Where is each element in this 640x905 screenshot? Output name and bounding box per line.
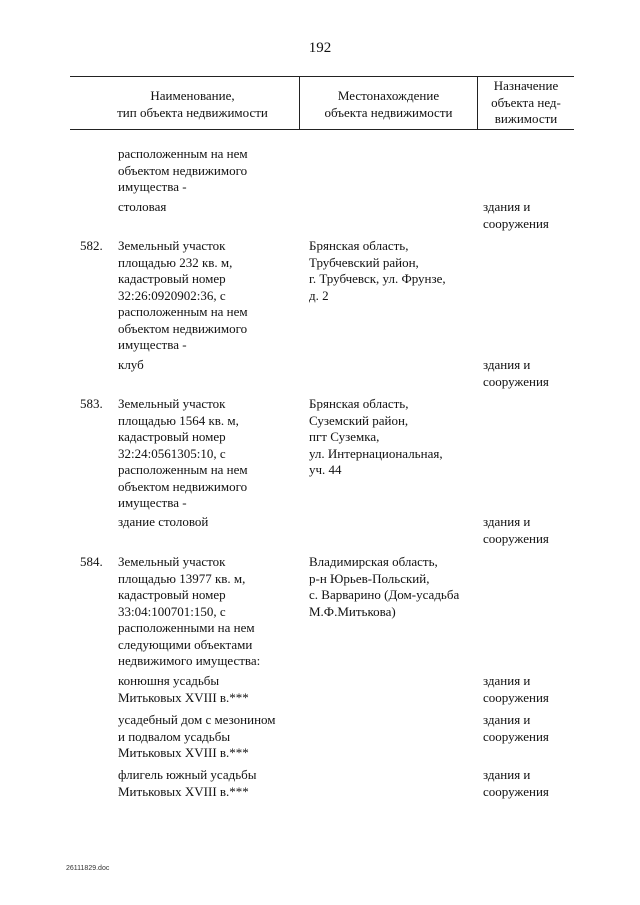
land-plot-description: Земельный участок площадью 1564 кв. м, кадастровый номер 32:24:0561305:10, с расположенным на нем объектом недвижимого имущества - [118, 396, 248, 510]
land-plot-description: Земельный участок площадью 13977 кв. м, кадастровый номер 33:04:100701:150, с расположенными на нем следующими объектами недвижимого имущества: [118, 554, 261, 668]
entry-number: 583. [80, 396, 103, 411]
header-location: Местонахождение объекта недвижимости [324, 88, 453, 120]
page-number: 192 [308, 40, 332, 56]
document-filename: 26111829.doc [66, 865, 110, 872]
object-purpose: здания и сооружения [483, 673, 549, 705]
header-purpose: Назначение объекта нед- вижимости [491, 78, 561, 126]
table-header-top-border [70, 76, 574, 77]
entry-number: 582. [80, 238, 103, 253]
object-name: флигель южный усадьбы Митьковых XVIII в.*** [118, 767, 257, 799]
object-name: столовая [118, 199, 167, 214]
object-name: усадебный дом с мезонином и подвалом усадьбы Митьковых XVIII в.*** [118, 712, 276, 760]
object-purpose: здания и сооружения [483, 514, 549, 546]
table-header-bottom-border [70, 129, 574, 130]
object-name: здание столовой [118, 514, 209, 529]
object-purpose: здания и сооружения [483, 767, 549, 799]
object-purpose: здания и сооружения [483, 357, 549, 389]
object-name: клуб [118, 357, 144, 372]
object-location: Владимирская область, р-н Юрьев-Польский, с. Варварино (Дом-усадьба М.Ф.Митькова) [309, 554, 460, 619]
object-location: Брянская область, Суземский район, пгт Суземка, ул. Интернациональная, уч. 44 [309, 396, 443, 477]
object-purpose: здания и сооружения [483, 712, 549, 744]
land-plot-description: Земельный участок площадью 232 кв. м, кадастровый номер 32:26:0920902:36, с расположенным на нем объектом недвижимого имущества - [118, 238, 248, 352]
object-location: Брянская область, Трубчевский район, г. Трубчевск, ул. Фрунзе, д. 2 [309, 238, 446, 303]
header-name-type: Наименование, тип объекта недвижимости [117, 88, 268, 120]
entry-number: 584. [80, 554, 103, 569]
object-name: конюшня усадьбы Митьковых XVIII в.*** [118, 673, 249, 705]
continuation-name: расположенным на нем объектом недвижимого имущества - [118, 146, 248, 194]
object-purpose: здания и сооружения [483, 199, 549, 231]
